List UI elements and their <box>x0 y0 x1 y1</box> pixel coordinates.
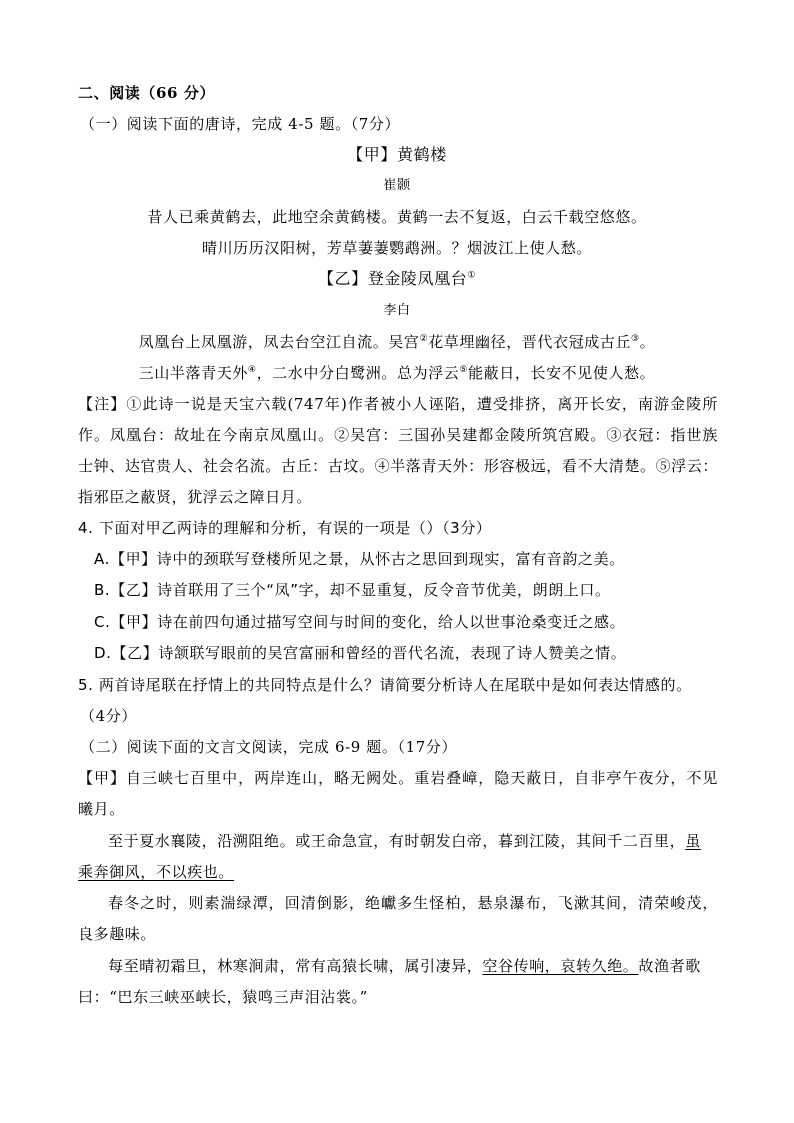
passage-a-p1-line-2: 曦月。 <box>78 800 125 818</box>
poem-b-line-2 <box>0 363 794 383</box>
passage-a-p3-line-2: 良多趣味。 <box>78 925 157 943</box>
note-line-3: 士钟、达官贵人、社会名流。古丘：古坟。④半落青天外：形容极远，看不大清楚。⑤浮云： <box>78 457 718 475</box>
poem-b-line-1-part-b: 花草埋幽径，晋代衣冠成古丘 <box>428 333 631 351</box>
question-4-option-b: B.【乙】诗首联用了三个“凤”字，却不显重复，反令音节优美，朗朗上口。 <box>94 581 611 599</box>
underlined-phrase: 虽 <box>685 832 701 850</box>
underlined-phrase: 乘奔御风，不以疾也。 <box>78 863 235 881</box>
poem-b-line-1-part-a: 凤凰台上凤凰游，凤去台空江自流。吴宫 <box>138 333 420 351</box>
passage-a-p4-line-2: 曰：“巴东三峡巫峡长，猿鸣三声泪沾裳。” <box>78 988 368 1006</box>
poem-a-line-2: 晴川历历汉阳树，芳草萋萋鹦鹉洲。？烟波江上使人愁。 <box>201 239 592 257</box>
note-line-1: 【注】①此诗一说是天宝六载(747年)作者被小人诬陷，遭受排挤，离开长安，南游金陵所 <box>78 395 718 413</box>
poem-b-line-2-part-a: 三山半落青天外 <box>138 364 248 382</box>
passage-a-p2-line-1 <box>108 831 701 851</box>
note-mark: ④ <box>247 365 257 375</box>
part1-heading: （一）阅读下面的唐诗，完成 4-5 题。（7分） <box>80 115 401 133</box>
passage-a-p3-line-1: 春冬之时，则素湍绿潭，回清倒影，绝巘多生怪柏，悬泉瀑布，飞漱其间，清荣峻茂， <box>108 894 718 912</box>
note-line-2: 作。凤凰台：故址在今南京凤凰山。②吴宫：三国孙吴建都金陵所筑宫殿。③衣冠：指世族 <box>78 426 718 444</box>
note-line-4: 指邪臣之蔽贤，犹浮云之障日月。 <box>78 488 313 506</box>
note-mark: ② <box>419 334 429 344</box>
passage-a-p2-line-2 <box>78 862 234 882</box>
question-4-stem: 4. 下面对甲乙两诗的理解和分析，有误的一项是（）（3分） <box>78 519 492 537</box>
poem-b-line-2-part-c: 能蔽日，长安不见使人愁。 <box>468 364 656 382</box>
poem-a-line-1: 昔人已乘黄鹤去，此地空余黄鹤楼。黄鹤一去不复返，白云千载空悠悠。 <box>147 208 647 226</box>
poem-b-line-1 <box>0 332 794 352</box>
note-mark: ③ <box>631 334 640 344</box>
passage-a-p1-line-1: 【甲】自三峡七百里中，两岸连山，略无阙处。重岩叠嶂，隐天蔽日，自非亭午夜分，不见 <box>78 769 718 787</box>
passage-a-p4-line-1-tail: 故渔者歌 <box>638 957 701 975</box>
poem-b-title-note-mark: ① <box>467 270 477 281</box>
passage-a-p4-line-1 <box>108 956 701 976</box>
poem-b-line-2-part-b: ，二水中分白鹭洲。总为浮云 <box>256 364 460 382</box>
passage-a-p2-line-1-text: 至于夏水襄陵，沿溯阻绝。或王命急宣，有时朝发白帝，暮到江陵，其间千二百里， <box>108 832 686 850</box>
poem-a-title: 【甲】黄鹤楼 <box>347 145 447 164</box>
question-4-option-a: A.【甲】诗中的颈联写登楼所见之景，从怀古之思回到现实，富有音韵之美。 <box>94 550 625 568</box>
question-4-option-c: C.【甲】诗在前四句通过描写空间与时间的变化，给人以世事沧桑变迁之感。 <box>94 613 626 631</box>
poem-b-title-text: 【乙】登金陵凤凰台 <box>317 269 468 288</box>
passage-a-p4-line-1-text: 每至晴初霜旦，林寒涧肃，常有高猿长啸，属引凄异， <box>108 957 483 975</box>
poem-b-author: 李白 <box>383 303 411 318</box>
part2-heading: （二）阅读下面的文言文阅读，完成 6-9 题。（17分） <box>80 738 458 756</box>
poem-b-title <box>0 269 794 289</box>
question-5-line-1: 5. 两首诗尾联在抒情上的共同特点是什么？请简要分析诗人在尾联中是如何表达情感的。 <box>78 676 692 694</box>
question-4-option-d: D.【乙】诗颔联写眼前的吴宫富丽和曾经的晋代名流，表现了诗人赞美之情。 <box>94 644 627 662</box>
section-title: 二、阅读（66 分） <box>78 84 216 102</box>
note-mark: ⑤ <box>459 365 469 375</box>
poem-b-line-1-part-c: 。 <box>639 333 656 351</box>
question-5-line-2: （4分） <box>80 707 137 725</box>
underlined-phrase: 空谷传响，哀转久绝。 <box>482 957 639 975</box>
poem-a-author: 崔颢 <box>383 178 411 193</box>
